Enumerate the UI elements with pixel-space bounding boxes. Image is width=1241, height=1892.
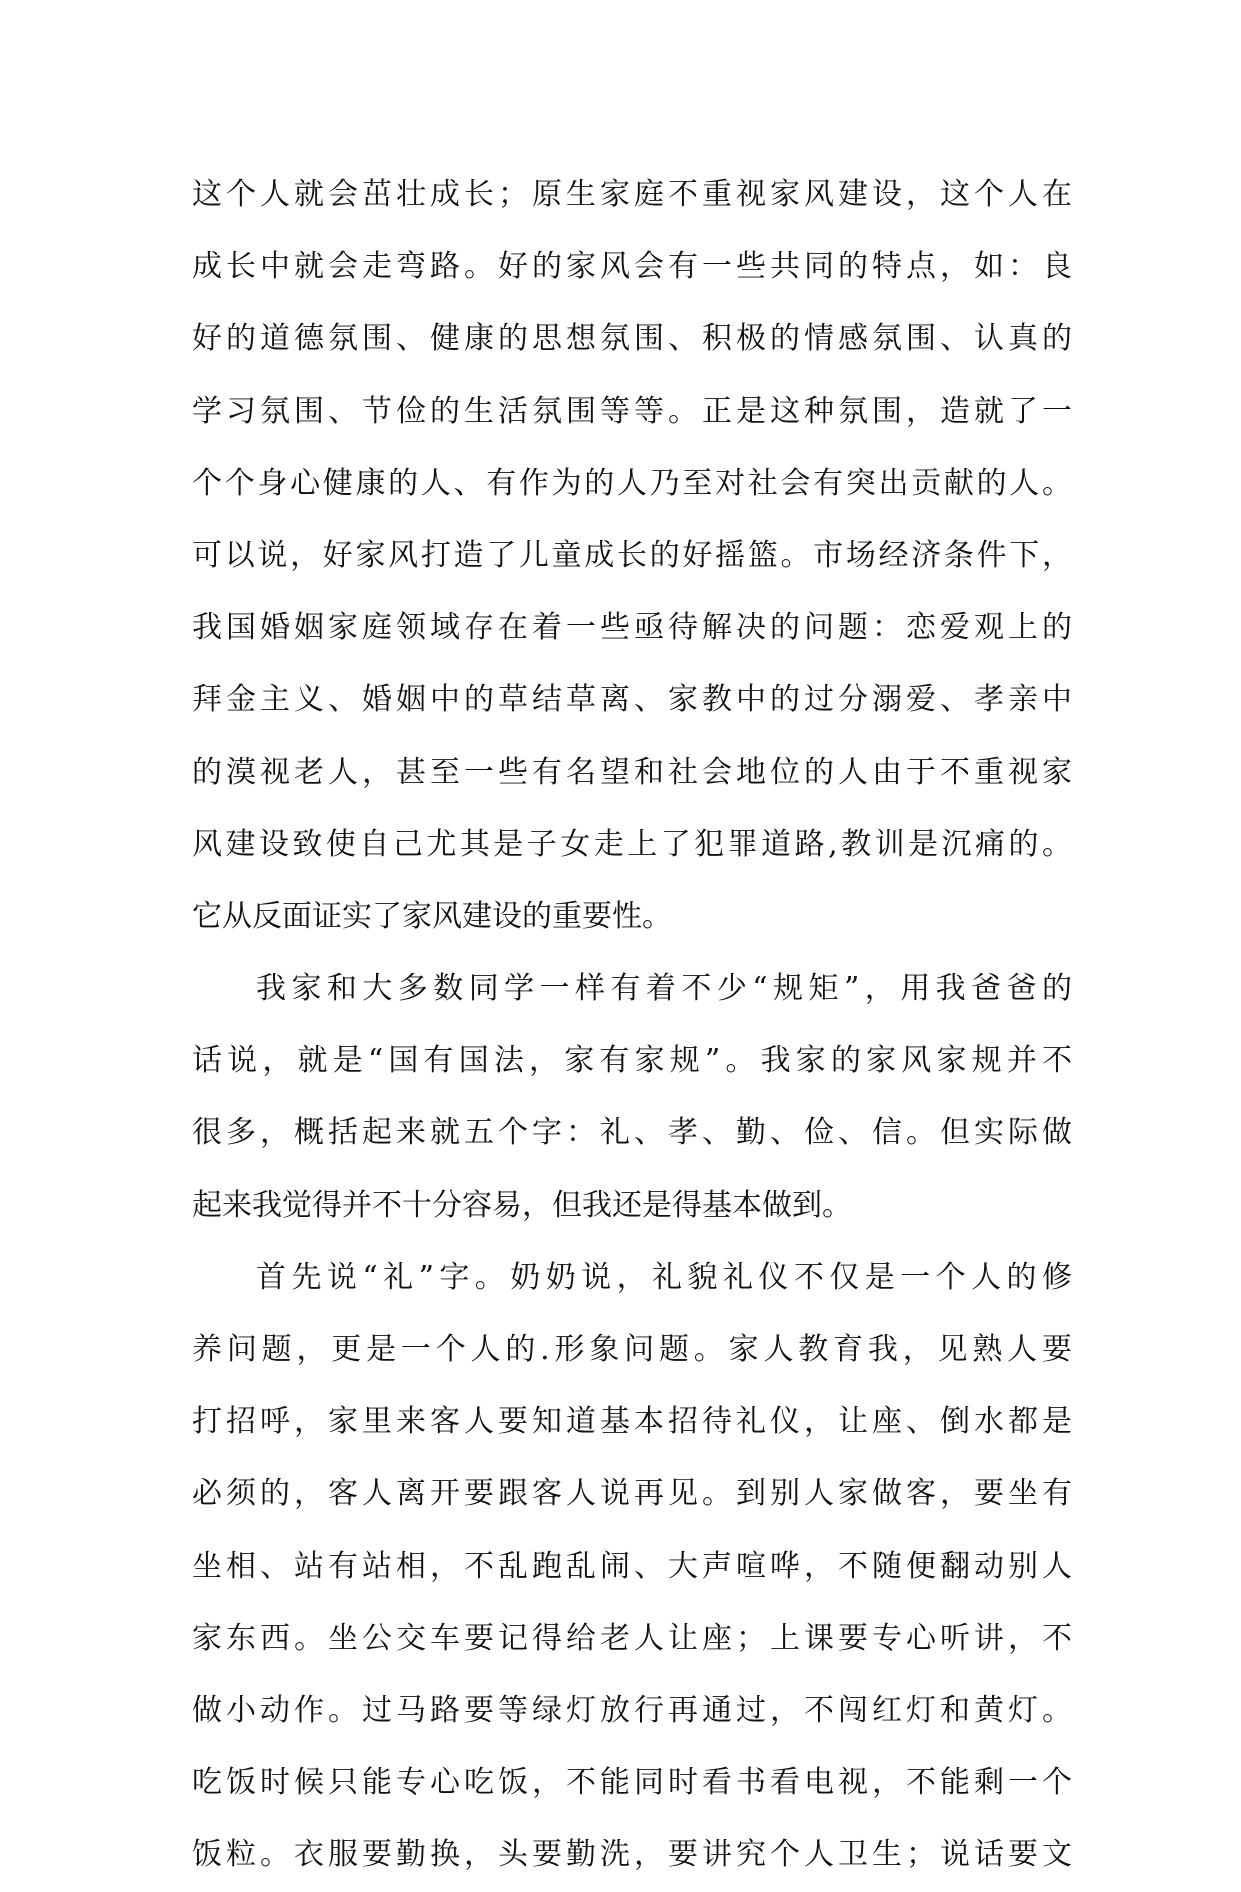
text-line: 的漠视老人，甚至一些有名望和社会地位的人由于不重视家	[192, 754, 1072, 790]
text-line: 打招呼，家里来客人要知道基本招待礼仪，让座、倒水都是	[192, 1404, 1072, 1440]
text-line: 风建设致使自己尤其是子女走上了犯罪道路,教训是沉痛的。	[192, 826, 1072, 862]
text-line: 养问题，更是一个人的.形象问题。家人教育我，见熟人要	[192, 1332, 1072, 1367]
text-line: 必须的，客人离开要跟客人说再见。到别人家做客，要坐有	[192, 1476, 1072, 1512]
text-line: 首先说“礼”字。奶奶说，礼貌礼仪不仅是一个人的修	[256, 1259, 1072, 1295]
text-line: 我家和大多数同学一样有着不少“规矩”，用我爸爸的	[256, 971, 1072, 1007]
text-line: 我国婚姻家庭领域存在着一些亟待解决的问题：恋爱观上的	[192, 610, 1072, 646]
text-line: 话说，就是“国有国法，家有家规”。我家的家风家规并不	[192, 1043, 1072, 1079]
text-line: 起来我觉得并不十分容易，但我还是得基本做到。	[192, 1187, 852, 1223]
text-line: 吃饭时候只能专心吃饭，不能同时看书看电视，不能剩一个	[192, 1765, 1072, 1801]
text-line: 好的道德氛围、健康的思想氛围、积极的情感氛围、认真的	[192, 321, 1072, 357]
body-text	[192, 159, 1072, 1892]
text-line: 很多，概括起来就五个字：礼、孝、勤、俭、信。但实际做	[192, 1115, 1072, 1151]
text-line: 饭粒。衣服要勤换，头要勤洗，要讲究个人卫生；说话要文	[192, 1837, 1072, 1873]
text-line: 家东西。坐公交车要记得给老人让座；上课要专心听讲，不	[192, 1620, 1072, 1656]
text-line: 个个身心健康的人、有作为的人乃至对社会有突出贡献的人。	[192, 465, 1072, 501]
text-line: 成长中就会走弯路。好的家风会有一些共同的特点，如：良	[192, 249, 1072, 285]
text-line: 学习氛围、节俭的生活氛围等等。正是这种氛围，造就了一	[192, 393, 1072, 429]
text-line: 可以说，好家风打造了儿童成长的好摇篮。市场经济条件下，	[192, 537, 1072, 573]
text-line: 它从反面证实了家风建设的重要性。	[192, 898, 672, 934]
text-line: 坐相、站有站相，不乱跑乱闹、大声喧哗，不随便翻动别人	[192, 1548, 1072, 1584]
text-line: 做小动作。过马路要等绿灯放行再通过，不闯红灯和黄灯。	[192, 1692, 1072, 1728]
text-line: 拜金主义、婚姻中的草结草离、家教中的过分溺爱、孝亲中	[192, 682, 1072, 718]
text-line: 这个人就会茁壮成长；原生家庭不重视家风建设，这个人在	[192, 177, 1072, 212]
